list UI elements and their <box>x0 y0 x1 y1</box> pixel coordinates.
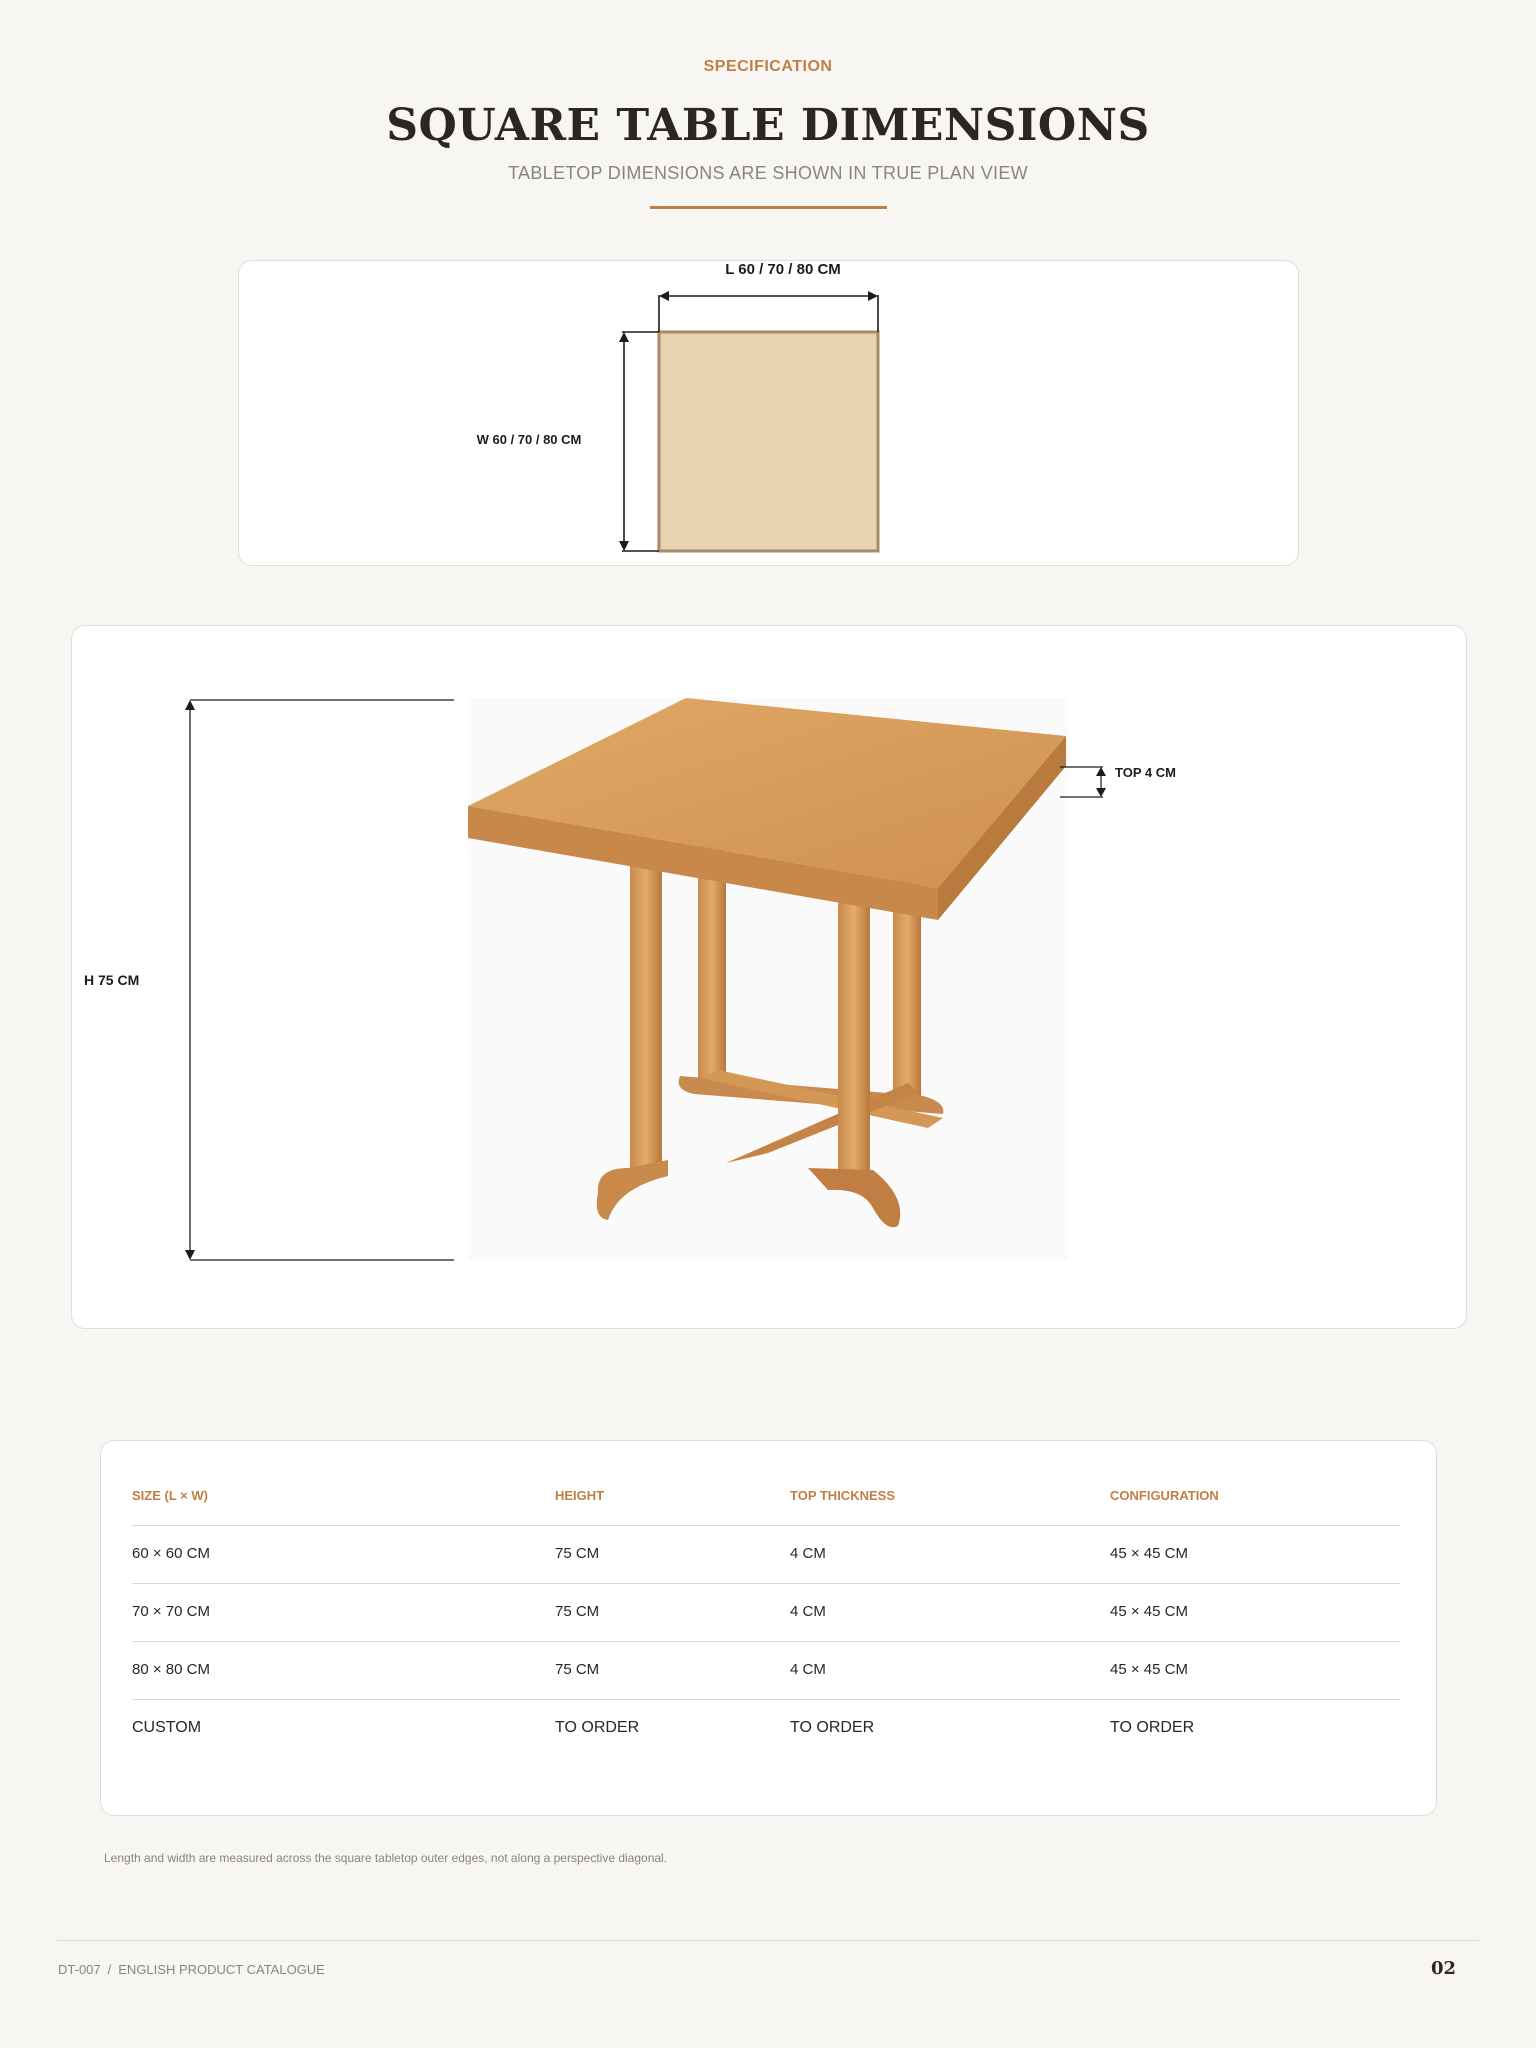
cell-height: 75 CM <box>555 1545 600 1562</box>
table-row <box>132 1641 1400 1699</box>
spec-table-card <box>100 1440 1437 1816</box>
cell-size: CUSTOM <box>132 1719 202 1736</box>
cell-top-thickness: TO ORDER <box>790 1719 875 1736</box>
cell-top-thickness: 4 CM <box>790 1545 826 1562</box>
table-row <box>132 1525 1400 1583</box>
cell-size: 70 × 70 CM <box>132 1603 210 1620</box>
footer-separator: / <box>107 1962 112 1977</box>
cell-size: 60 × 60 CM <box>132 1545 210 1562</box>
top-arrow-down <box>1096 788 1106 797</box>
page-subtitle: TABLETOP DIMENSIONS ARE SHOWN IN TRUE PLAN VIEW <box>508 163 1028 183</box>
top-arrow-up <box>1096 767 1106 776</box>
cell-height: 75 CM <box>555 1661 600 1678</box>
cell-configuration: 45 × 45 CM <box>1110 1661 1188 1678</box>
top-thickness-dimension <box>0 0 1536 830</box>
height-label: H 75 CM <box>84 972 140 988</box>
cell-top-thickness: 4 CM <box>790 1603 826 1620</box>
col-header-height: HEIGHT <box>555 1488 605 1503</box>
cell-configuration: 45 × 45 CM <box>1110 1603 1188 1620</box>
cell-configuration: 45 × 45 CM <box>1110 1545 1188 1562</box>
col-header-top-thickness: TOP THICKNESS <box>790 1488 895 1503</box>
cell-height: 75 CM <box>555 1603 600 1620</box>
width-label: W 60 / 70 / 80 CM <box>476 432 582 447</box>
measurement-note: Length and width are measured across the square tabletop outer edges, not along a perspective diagonal. <box>104 1851 668 1865</box>
product-code: DT-007 <box>58 1962 101 1977</box>
top-thickness-label: TOP 4 CM <box>1115 765 1176 780</box>
cell-size: 80 × 80 CM <box>132 1661 210 1678</box>
col-header-size: SIZE (L × W) <box>132 1488 208 1503</box>
catalogue-name: ENGLISH PRODUCT CATALOGUE <box>118 1962 325 1977</box>
footer-divider <box>57 1940 1479 1941</box>
height-arrow-bottom <box>185 1250 195 1260</box>
cell-configuration: TO ORDER <box>1110 1719 1195 1736</box>
table-header-row <box>132 1467 1400 1525</box>
footer-catalogue-info <box>58 1962 325 1977</box>
section-eyebrow: SPECIFICATION <box>703 58 833 75</box>
page-title: SQUARE TABLE DIMENSIONS <box>386 100 1150 151</box>
cell-height: TO ORDER <box>555 1719 640 1736</box>
cell-top-thickness: 4 CM <box>790 1661 826 1678</box>
col-header-configuration: CONFIGURATION <box>1110 1488 1219 1503</box>
table-row <box>132 1583 1400 1641</box>
page-number: 02 <box>1430 1958 1456 1979</box>
length-label: L 60 / 70 / 80 CM <box>725 261 841 278</box>
table-row <box>132 1699 1400 1757</box>
